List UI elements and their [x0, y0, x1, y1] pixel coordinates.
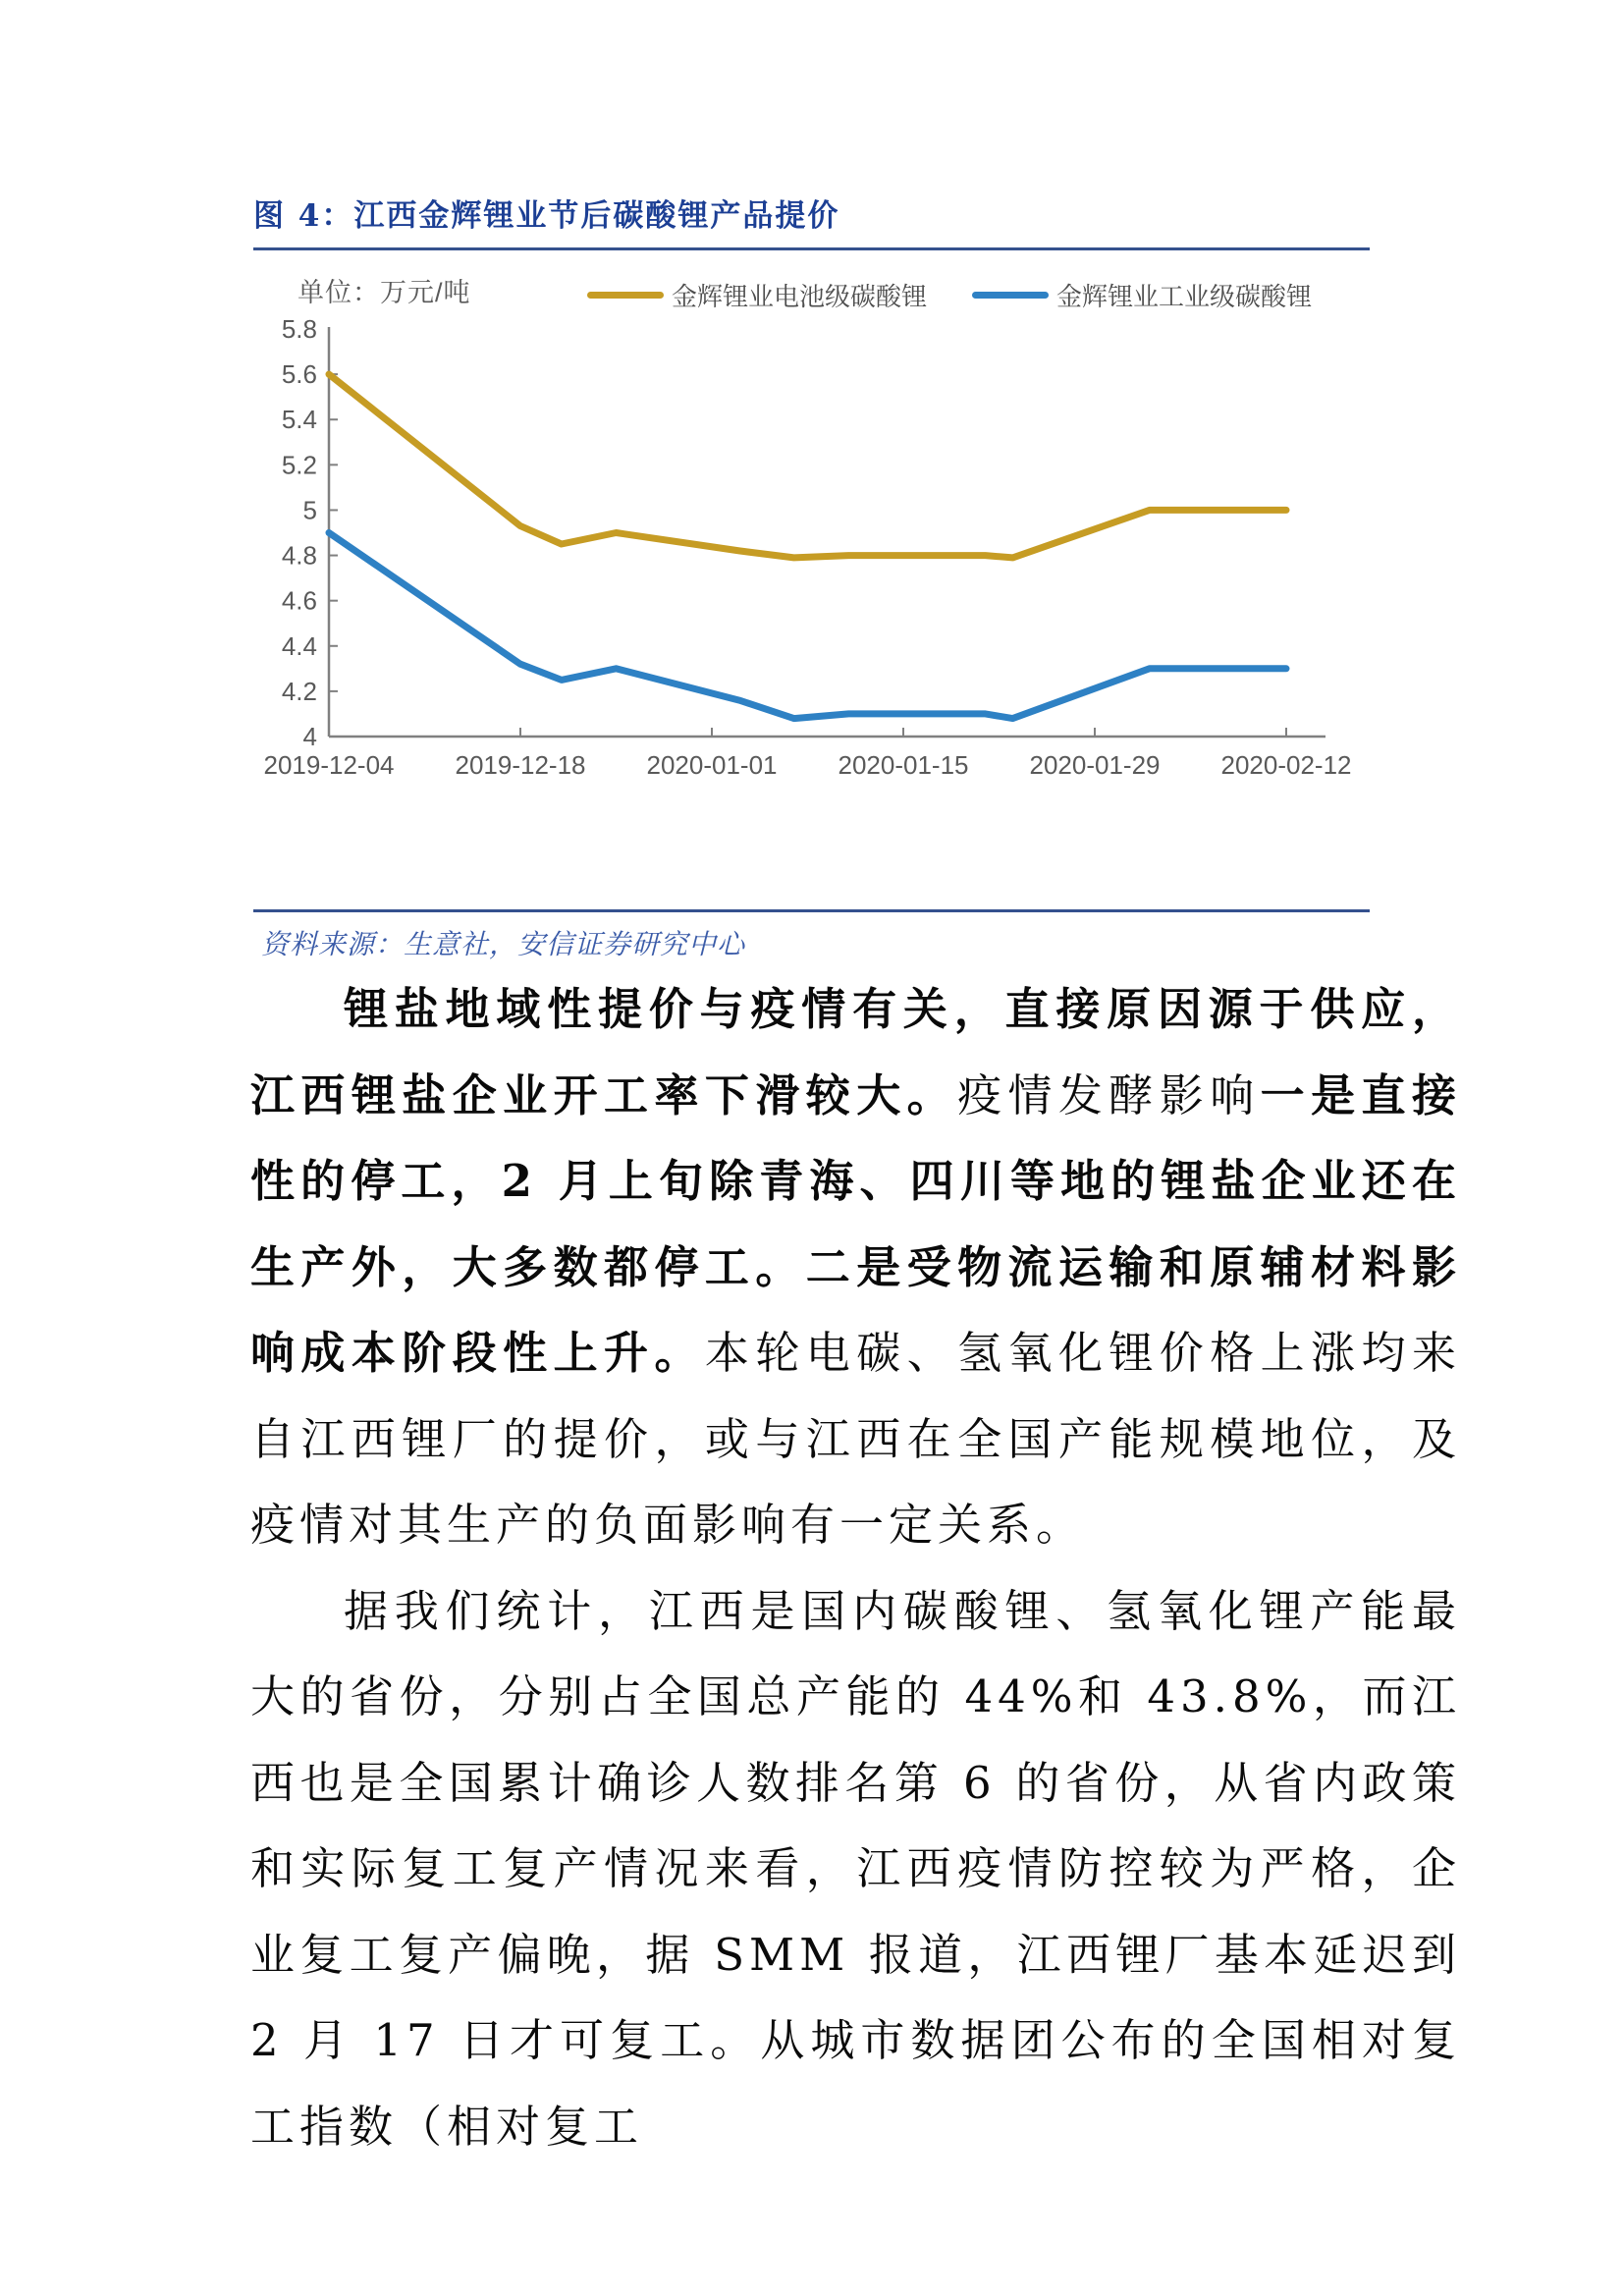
x-tick-label: 2020-01-15: [838, 750, 969, 780]
legend-item: [587, 277, 927, 313]
y-tick-label: 4.8: [281, 540, 317, 571]
body-text: [250, 966, 1461, 2169]
y-tick-label: 4.6: [281, 585, 317, 616]
figure-caption: 图 4：江西金辉锂业节后碳酸锂产品提价: [253, 198, 840, 234]
y-tick-label: 4: [302, 722, 317, 751]
y-tick-label: 5.8: [281, 314, 317, 344]
text-segment: 本轮电碳、氢氧化锂价格上涨均来自江西锂厂的提价，或与江西在全国产能规模地位，及疫情对其生产的负面影响有一定关系。: [250, 1327, 1461, 1551]
source-rule: [253, 909, 1370, 912]
y-tick-label: 5: [302, 495, 317, 525]
price-chart: [236, 312, 1384, 803]
text-segment: 一是直接性的停工，2 月上旬除青海、四川等地的锂盐企业还在生产外，大多数都停工。二是受物流运输和原辅材料影响成本阶段性上升。: [250, 1068, 1461, 1379]
x-tick-label: 2019-12-18: [455, 750, 586, 780]
legend-line-swatch: [587, 292, 664, 299]
y-tick-label: 5.4: [281, 405, 317, 435]
x-tick-label: 2019-12-04: [263, 750, 395, 780]
text-segment: 锂盐地域性提价与疫情有关，直接原因源于供应，江西锂盐企业开工率下滑较大。: [250, 983, 1461, 1121]
x-tick-label: 2020-02-12: [1220, 750, 1352, 780]
paragraph: [250, 1568, 1461, 2170]
y-tick-label: 5.6: [281, 359, 317, 390]
y-tick-label: 5.2: [281, 450, 317, 480]
x-tick-label: 2020-01-29: [1029, 750, 1161, 780]
legend-line-swatch: [972, 292, 1049, 299]
text-segment: 据我们统计，江西是国内碳酸锂、氢氧化锂产能最大的省份，分别占全国总产能的 44%和 43.8%，而江西也是全国累计确诊人数排名第 6 的省份，从省内政策和实际复工复产情况来看，江西疫情防控较为严格，企业复工复产偏晚，据 SMM 报道，江西锂厂基本延迟到 2 月 17 日才可复工。从城市数据团公布的全国相对复工指数（相对复工: [250, 1584, 1461, 2153]
series-line: [329, 533, 1286, 719]
y-tick-label: 4.4: [281, 630, 317, 661]
text-segment: 疫情发酵影响: [957, 1068, 1261, 1121]
legend-label: 金辉锂业工业级碳酸锂: [1056, 282, 1313, 311]
y-tick-label: 4.2: [281, 676, 317, 706]
paragraph: [250, 966, 1461, 1568]
figure-source: 资料来源：生意社，安信证券研究中心: [261, 928, 746, 960]
x-tick-label: 2020-01-01: [646, 750, 778, 780]
legend-item: [972, 277, 1312, 313]
legend-label: 金辉锂业电池级碳酸锂: [672, 282, 928, 311]
caption-underline: [253, 247, 1370, 250]
series-line: [329, 374, 1286, 558]
chart-legend: [587, 277, 1312, 313]
chart-unit-label: 单位：万元/吨: [298, 278, 471, 307]
